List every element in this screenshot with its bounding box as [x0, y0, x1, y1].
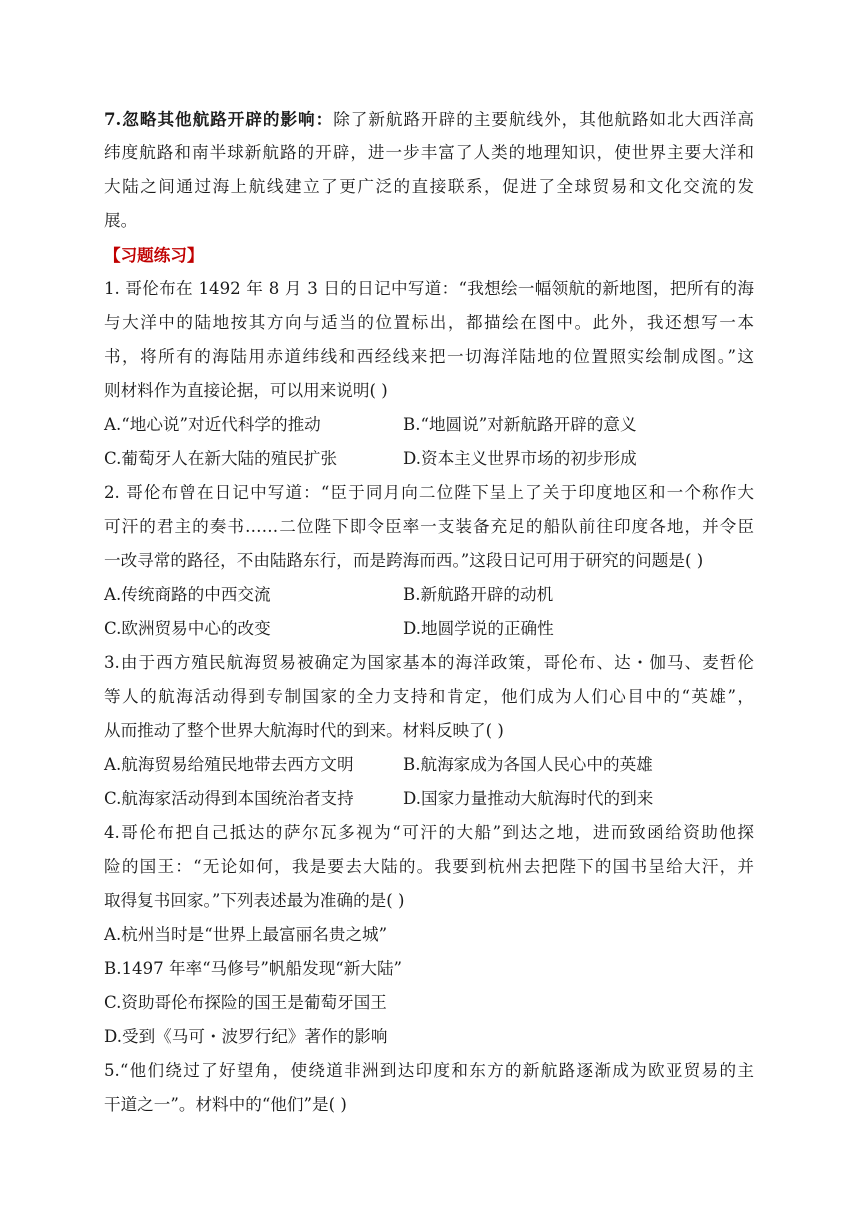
question-4-line: 险的国王：“无论如何，我是要去大陆的。我要到杭州去把陛下的国书呈给大汗，并 [104, 857, 754, 876]
option-a: A.杭州当时是“世界上最富丽名贵之城” [104, 925, 388, 944]
question-2-line: 一改寻常的路径，不由陆路东行，而是跨海而西。”这段日记可用于研究的问题是( ) [104, 551, 704, 570]
option-b: B.1497 年率“马修号”帆船发现“新大陆” [104, 959, 403, 978]
question-1-line: 与大洋中的陆地按其方向与适当的位置标出，都描绘在图中。此外，我还想写一本 [104, 313, 754, 332]
option-a: A.航海贸易给殖民地带去西方文明 [104, 755, 354, 774]
point-7-paragraph [104, 102, 754, 238]
option-b: B.航海家成为各国人民心中的英雄 [403, 755, 653, 774]
question-3 [104, 646, 754, 816]
question-2-line: 2. 哥伦布曾在日记中写道：“臣于同月向二位陛下呈上了关于印度地区和一个称作大 [104, 483, 754, 502]
option-c: C.资助哥伦布探险的国王是葡萄牙国王 [104, 993, 387, 1012]
question-2-options-row [104, 578, 754, 612]
question-5-line: 干道之一”。材料中的“他们”是( ) [104, 1095, 347, 1114]
point-7-line-3: 大陆之间通过海上航线建立了更广泛的直接联系，促进了全球贸易和文化交流的发 [104, 177, 754, 196]
option-c: C.欧洲贸易中心的改变 [104, 619, 271, 638]
question-3-line: 等人的航海活动得到专制国家的全力支持和肯定，他们成为人们心目中的“英雄”， [104, 687, 754, 706]
question-1-line: 书，将所有的海陆用赤道纬线和西经线来把一切海洋陆地的位置照实绘制成图。”这 [104, 347, 754, 366]
question-3-options-row [104, 748, 754, 782]
question-1-options-row [104, 408, 754, 442]
question-5-line: 5.“他们绕过了好望角，使绕道非洲到达印度和东方的新航路逐渐成为欧亚贸易的主 [104, 1061, 754, 1080]
question-4 [104, 816, 754, 1054]
page-content [104, 102, 754, 1122]
option-b: B.“地圆说”对新航路开辟的意义 [403, 415, 637, 434]
point-7-line-2: 纬度航路和南半球新航路的开辟，进一步丰富了人类的地理知识，使世界主要大洋和 [104, 143, 754, 162]
question-3-line: 3.由于西方殖民航海贸易被确定为国家基本的海洋政策，哥伦布、达・伽马、麦哲伦 [104, 653, 754, 672]
question-3-line: 从而推动了整个世界大航海时代的到来。材料反映了( ) [104, 721, 504, 740]
option-c: C.航海家活动得到本国统治者支持 [104, 789, 354, 808]
option-d: D.国家力量推动大航海时代的到来 [403, 789, 654, 808]
question-1-line: 则材料作为直接论据，可以用来说明( ) [104, 381, 388, 400]
option-d: D.受到《马可・波罗行纪》著作的影响 [104, 1027, 388, 1046]
option-a: A.“地心说”对近代科学的推动 [104, 415, 321, 434]
question-2 [104, 476, 754, 646]
question-4-line: 4.哥伦布把自己抵达的萨尔瓦多视为“可汗的大船”到达之地，进而致函给资助他探 [104, 823, 754, 842]
question-4-line: 取得复书回家。”下列表述最为准确的是( ) [104, 891, 405, 910]
point-7-line-1: 7.忽略其他航路开辟的影响：除了新航路开辟的主要航线外，其他航路如北大西洋高 [104, 109, 755, 129]
option-a: A.传统商路的中西交流 [104, 585, 271, 604]
question-3-options-row [104, 782, 754, 816]
question-5 [104, 1054, 754, 1122]
question-2-line: 可汗的君主的奏书……二位陛下即令臣率一支装备充足的船队前往印度各地，并令臣 [104, 517, 754, 536]
question-2-options-row [104, 612, 754, 646]
option-d: D.资本主义世界市场的初步形成 [403, 449, 637, 468]
point-7-heading: 7.忽略其他航路开辟的影响： [104, 109, 334, 129]
point-7-line-4: 展。 [104, 211, 138, 230]
option-c: C.葡萄牙人在新大陆的殖民扩张 [104, 449, 338, 468]
option-d: D.地圆学说的正确性 [403, 619, 554, 638]
question-1-line: 1. 哥伦布在 1492 年 8 月 3 日的日记中写道：“我想绘一幅领航的新地图，把所有的海 [104, 279, 754, 298]
option-b: B.新航路开辟的动机 [403, 585, 554, 604]
question-1 [104, 272, 754, 476]
section-title: 【习题练习】 [104, 245, 204, 265]
question-1-options-row [104, 442, 754, 476]
